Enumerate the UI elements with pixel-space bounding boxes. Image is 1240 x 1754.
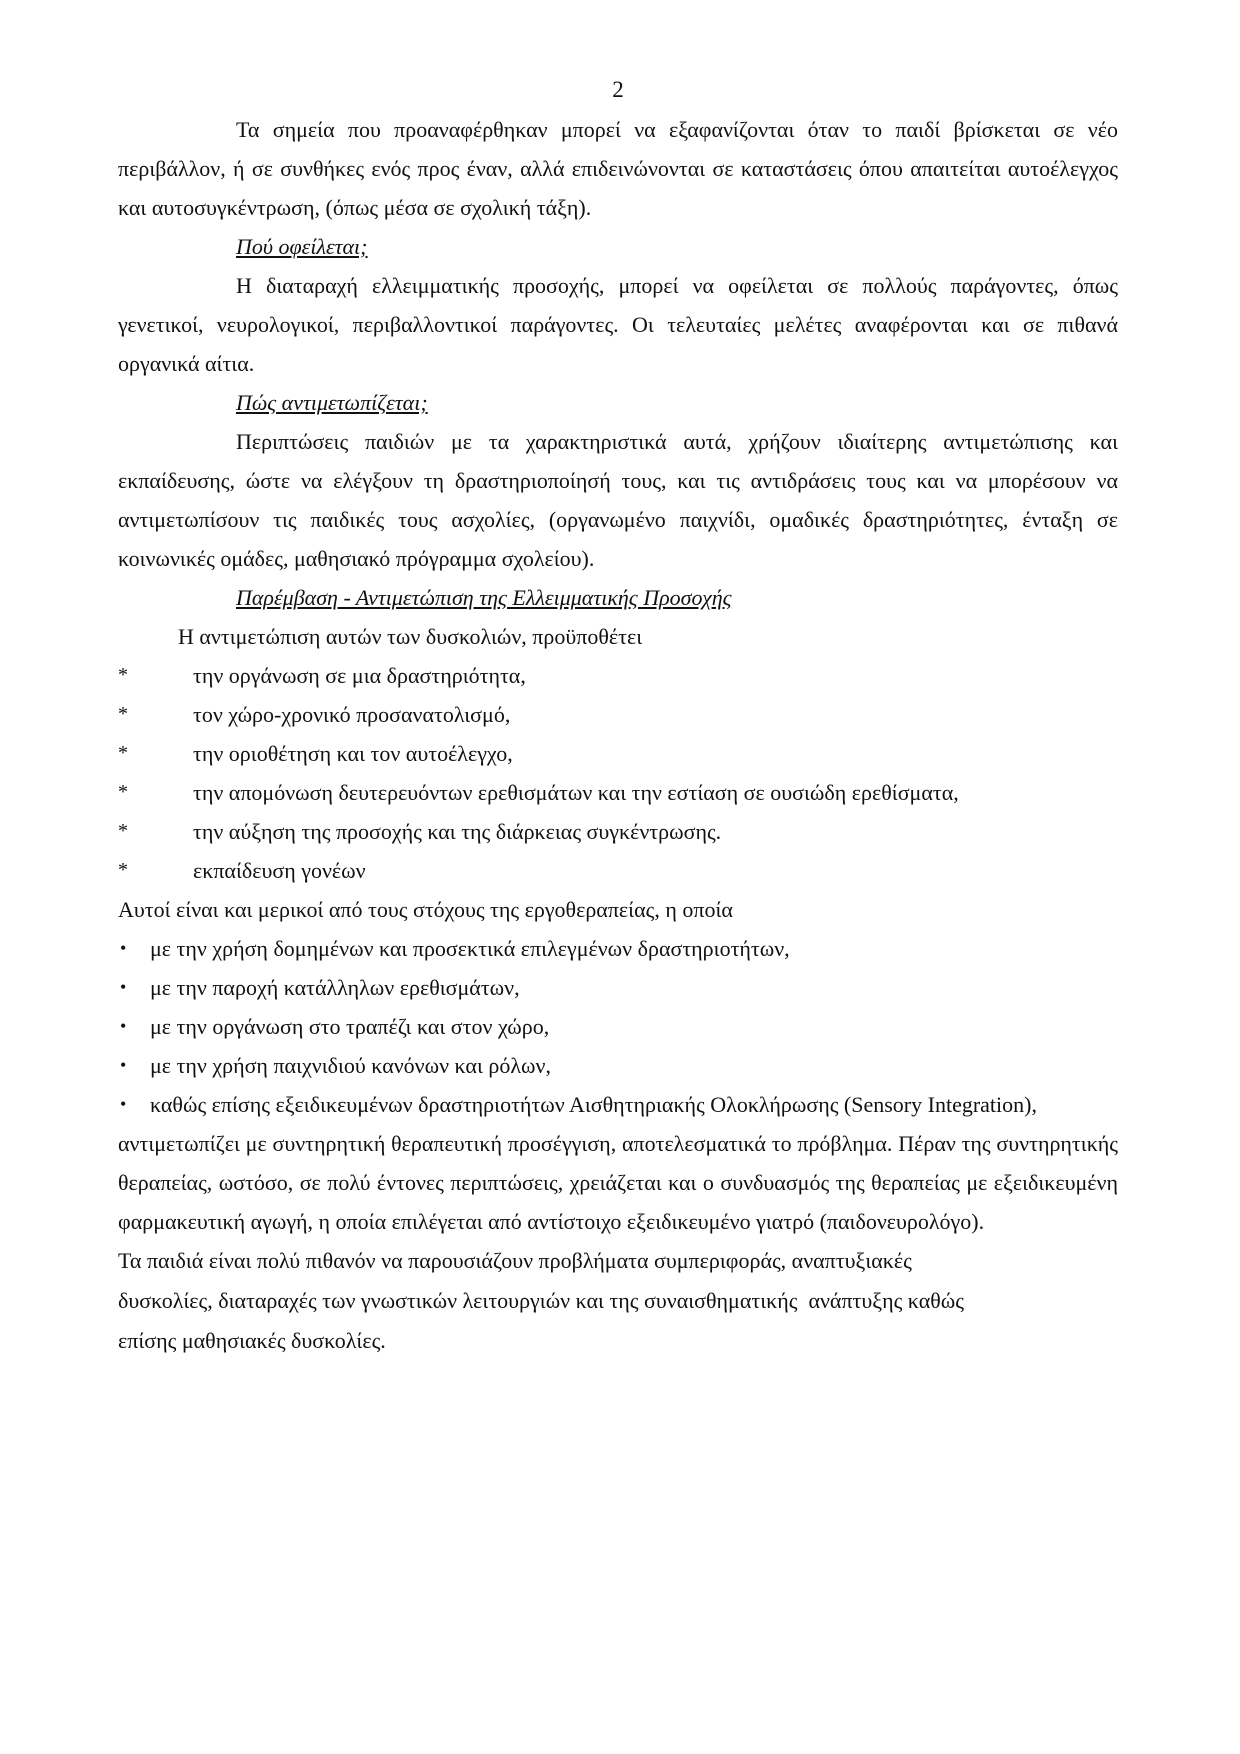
- heading-treatment: Πώς αντιμετωπίζεται;: [236, 390, 428, 415]
- bullet-icon: •: [120, 938, 127, 958]
- bullet-list-item: [118, 968, 1118, 1007]
- paragraph-final: [118, 1241, 1118, 1361]
- paragraph-conclusion: αντιμετωπίζει με συντηρητική θεραπευτική προσέγγιση, αποτελεσματικά το πρόβλημα. Πέραν της συντηρητικής θεραπείας, ωστόσο, σε πολύ έντονες περιπτώσεις, χρειάζεται και ο συνδυασμός της θεραπείας με εξειδικευμένη φαρμακευτική αγωγή, η οποία επιλέγεται από αντίστοιχο εξειδικευμένο γιατρό (παιδονευρολόγο).: [118, 1131, 1118, 1234]
- final-line: Τα παιδιά είναι πολύ πιθανόν να παρουσιάζουν προβλήματα συμπεριφοράς, αναπτυξιακές: [118, 1248, 912, 1273]
- star-list-item-text: την οριοθέτηση και τον αυτοέλεγχο,: [193, 741, 513, 766]
- star-list-item-text: την απομόνωση δευτερευόντων ερεθισμάτων και την εστίαση σε ουσιώδη ερεθίσματα,: [193, 780, 959, 805]
- asterisk-icon: *: [118, 703, 128, 725]
- bullet-list-item: [118, 1085, 1118, 1124]
- page-number: 2: [612, 77, 624, 102]
- bullet-list: [118, 929, 1118, 1124]
- bullet-list-item: [118, 1046, 1118, 1085]
- bullet-icon: •: [120, 1016, 127, 1036]
- star-list-item: [118, 734, 1118, 773]
- paragraph-symptoms-context: Τα σημεία που προαναφέρθηκαν μπορεί να εξαφανίζονται όταν το παιδί βρίσκεται σε νέο περιβάλλον, ή σε συνθήκες ενός προς έναν, αλλά επιδεινώνονται σε καταστάσεις όπου απαιτείται αυτοέλεγχος και αυτοσυγκέντρωση, (όπως μέσα σε σχολική τάξη).: [118, 117, 1118, 220]
- goals-intro: Αυτοί είναι και μερικοί από τους στόχους της εργοθεραπείας, η οποία: [118, 897, 733, 922]
- bullet-list-item-text: με την παροχή κατάλληλων ερεθισμάτων,: [150, 975, 520, 1000]
- bullet-list-item-text: με την χρήση παιχνιδιού κανόνων και ρόλων,: [150, 1053, 551, 1078]
- star-list-item: [118, 773, 1118, 812]
- star-list: [118, 656, 1118, 890]
- document-page: [118, 70, 1118, 1361]
- bullet-icon: •: [120, 1094, 127, 1114]
- star-list-item-text: τον χώρο-χρονικό προσανατολισμό,: [193, 702, 511, 727]
- bullet-list-item-text: καθώς επίσης εξειδικευμένων δραστηριοτήτων Αισθητηριακής Ολοκλήρωσης (Sensory Integration),: [150, 1092, 1037, 1117]
- asterisk-icon: *: [118, 859, 128, 881]
- bullet-list-item: [118, 1007, 1118, 1046]
- star-list-item: [118, 851, 1118, 890]
- bullet-list-item-text: με την οργάνωση στο τραπέζι και στον χώρο,: [150, 1014, 550, 1039]
- bullet-list-item: [118, 929, 1118, 968]
- paragraph-cause: Η διαταραχή ελλειμματικής προσοχής, μπορεί να οφείλεται σε πολλούς παράγοντες, όπως γενετικοί, νευρολογικοί, περιβαλλοντικοί παράγοντες. Οι τελευταίες μελέτες αναφέρονται και σε πιθανά οργανικά αίτια.: [118, 273, 1118, 376]
- heading-cause: Πού οφείλεται;: [236, 234, 368, 259]
- asterisk-icon: *: [118, 781, 128, 803]
- star-list-item-text: την οργάνωση σε μια δραστηριότητα,: [193, 663, 526, 688]
- asterisk-icon: *: [118, 742, 128, 764]
- star-list-item-text: εκπαίδευση γονέων: [193, 858, 366, 883]
- heading-intervention: Παρέμβαση - Αντιμετώπιση της Ελλειμματικής Προσοχής: [236, 585, 732, 610]
- star-list-item: [118, 695, 1118, 734]
- intervention-intro: Η αντιμετώπιση αυτών των δυσκολιών, προϋποθέτει: [178, 624, 643, 649]
- bullet-icon: •: [120, 1055, 127, 1075]
- asterisk-icon: *: [118, 820, 128, 842]
- paragraph-treatment: Περιπτώσεις παιδιών με τα χαρακτηριστικά αυτά, χρήζουν ιδιαίτερης αντιμετώπισης και εκπαίδευσης, ώστε να ελέγξουν τη δραστηριοποίησή τους, και τις αντιδράσεις τους και να μπορέσουν να αντιμετωπίσουν τις παιδικές τους ασχολίες, (οργανωμένο παιχνίδι, ομαδικές δραστηριότητες, ένταξη σε κοινωνικές ομάδες, μαθησιακό πρόγραμμα σχολείου).: [118, 429, 1118, 571]
- star-list-item: [118, 656, 1118, 695]
- final-line: επίσης μαθησιακές δυσκολίες.: [118, 1328, 386, 1353]
- final-line: δυσκολίες, διαταραχές των γνωστικών λειτουργιών και της συναισθηματικής ανάπτυξης καθώς: [118, 1288, 964, 1313]
- bullet-list-item-text: με την χρήση δομημένων και προσεκτικά επιλεγμένων δραστηριοτήτων,: [150, 936, 790, 961]
- star-list-item: [118, 812, 1118, 851]
- star-list-item-text: την αύξηση της προσοχής και της διάρκειας συγκέντρωσης.: [193, 819, 722, 844]
- bullet-icon: •: [120, 977, 127, 997]
- asterisk-icon: *: [118, 664, 128, 686]
